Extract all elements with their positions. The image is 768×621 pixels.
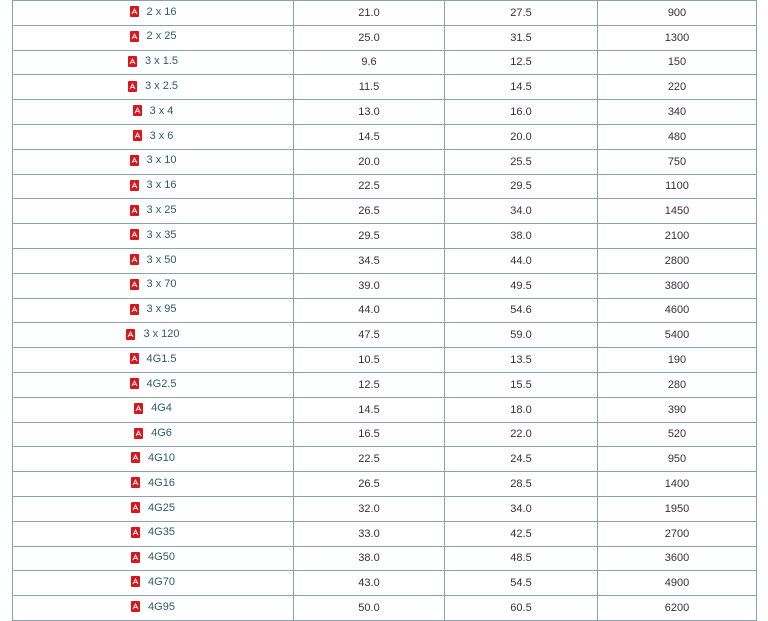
value-cell-1: 34.5 [294,248,445,273]
datasheet-link[interactable] [128,55,178,67]
value-cell-1: 22.5 [294,447,445,472]
table-row [13,75,757,100]
value-cell-3: 1450 [598,199,757,224]
table-body [13,1,757,621]
pdf-icon [130,180,139,191]
value-cell-3: 4600 [598,298,757,323]
table-row [13,348,757,373]
value-cell-2: 54.5 [445,571,598,596]
table-row [13,1,757,26]
datasheet-link[interactable] [130,378,177,390]
value-cell-2: 16.0 [445,100,598,125]
value-cell-3: 1300 [598,25,757,50]
table-row [13,472,757,497]
name-cell [13,496,294,521]
value-cell-1: 38.0 [294,546,445,571]
pdf-icon [131,552,140,563]
pdf-icon [130,279,139,290]
value-cell-1: 16.5 [294,422,445,447]
cable-size-label: 3 x 4 [149,104,174,117]
pdf-icon [130,254,139,265]
name-cell [13,298,294,323]
datasheet-link[interactable] [134,427,172,439]
datasheet-link[interactable] [130,229,177,241]
value-cell-2: 28.5 [445,472,598,497]
table-row [13,273,757,298]
datasheet-link[interactable] [131,452,175,464]
value-cell-3: 750 [598,149,757,174]
value-cell-2: 29.5 [445,174,598,199]
name-cell [13,422,294,447]
value-cell-2: 20.0 [445,124,598,149]
table-row [13,100,757,125]
value-cell-3: 280 [598,372,757,397]
name-cell [13,100,294,125]
value-cell-2: 48.5 [445,546,598,571]
pdf-icon [126,329,135,340]
datasheet-link[interactable] [130,179,177,191]
value-cell-3: 2800 [598,248,757,273]
table-row [13,25,757,50]
pdf-icon [131,527,140,538]
value-cell-3: 520 [598,422,757,447]
datasheet-link[interactable] [130,278,177,290]
name-cell [13,75,294,100]
product-spec-table [12,0,757,621]
value-cell-3: 900 [598,1,757,26]
cable-size-label: 3 x 50 [146,253,177,266]
table-row [13,596,757,621]
value-cell-2: 13.5 [445,348,598,373]
datasheet-link[interactable] [131,502,175,514]
name-cell [13,50,294,75]
name-cell [13,348,294,373]
value-cell-2: 38.0 [445,224,598,249]
value-cell-3: 4900 [598,571,757,596]
value-cell-2: 24.5 [445,447,598,472]
product-table-container [12,0,754,621]
value-cell-3: 220 [598,75,757,100]
datasheet-link[interactable] [131,601,175,613]
pdf-icon [131,452,140,463]
table-row [13,521,757,546]
value-cell-1: 12.5 [294,372,445,397]
value-cell-3: 2700 [598,521,757,546]
value-cell-1: 39.0 [294,273,445,298]
table-row [13,372,757,397]
pdf-icon [130,304,139,315]
cable-size-label: 2 x 25 [146,30,177,43]
table-row [13,224,757,249]
table-row [13,174,757,199]
value-cell-1: 14.5 [294,397,445,422]
pdf-icon [130,229,139,240]
value-cell-1: 26.5 [294,472,445,497]
value-cell-2: 49.5 [445,273,598,298]
value-cell-3: 5400 [598,323,757,348]
pdf-icon [134,403,143,414]
cable-size-label: 4G70 [148,575,175,588]
datasheet-link[interactable] [133,130,174,142]
table-row [13,323,757,348]
name-cell [13,546,294,571]
cable-size-label: 4G1.5 [146,352,177,365]
cable-size-label: 4G25 [148,501,175,514]
pdf-icon [133,130,142,141]
cable-size-label: 3 x 1.5 [144,55,179,68]
pdf-icon [133,105,142,116]
table-row [13,422,757,447]
value-cell-2: 54.6 [445,298,598,323]
datasheet-link[interactable] [130,353,177,365]
datasheet-link[interactable] [130,254,177,266]
value-cell-2: 15.5 [445,372,598,397]
pdf-icon [130,205,139,216]
value-cell-1: 32.0 [294,496,445,521]
value-cell-3: 3800 [598,273,757,298]
name-cell [13,124,294,149]
datasheet-link[interactable] [130,154,177,166]
table-row [13,447,757,472]
value-cell-2: 34.0 [445,199,598,224]
name-cell [13,199,294,224]
value-cell-3: 190 [598,348,757,373]
name-cell [13,248,294,273]
value-cell-1: 29.5 [294,224,445,249]
table-row [13,546,757,571]
value-cell-1: 43.0 [294,571,445,596]
name-cell [13,596,294,621]
datasheet-link[interactable] [131,477,175,489]
datasheet-link[interactable] [126,328,179,340]
value-cell-1: 50.0 [294,596,445,621]
cable-size-label: 3 x 16 [146,179,177,192]
pdf-icon [130,378,139,389]
pdf-icon [128,81,137,92]
cable-size-label: 4G35 [148,526,175,539]
table-row [13,298,757,323]
pdf-icon [131,477,140,488]
pdf-icon [130,353,139,364]
value-cell-1: 13.0 [294,100,445,125]
datasheet-link[interactable] [131,551,175,563]
pdf-icon [130,31,139,42]
datasheet-link[interactable] [130,30,177,42]
cable-size-label: 3 x 70 [146,278,177,291]
pdf-icon [130,6,139,17]
name-cell [13,323,294,348]
value-cell-2: 14.5 [445,75,598,100]
value-cell-3: 340 [598,100,757,125]
cable-size-label: 4G2.5 [146,377,177,390]
value-cell-3: 1950 [598,496,757,521]
datasheet-link[interactable] [128,80,178,92]
name-cell [13,1,294,26]
value-cell-3: 480 [598,124,757,149]
value-cell-1: 21.0 [294,1,445,26]
cable-size-label: 2 x 16 [146,5,177,18]
cable-size-label: 3 x 10 [146,154,177,167]
value-cell-2: 34.0 [445,496,598,521]
name-cell [13,25,294,50]
value-cell-2: 31.5 [445,25,598,50]
value-cell-2: 59.0 [445,323,598,348]
value-cell-1: 44.0 [294,298,445,323]
table-row [13,124,757,149]
cable-size-label: 4G10 [148,451,175,464]
value-cell-1: 26.5 [294,199,445,224]
datasheet-link[interactable] [130,303,177,315]
value-cell-2: 27.5 [445,1,598,26]
name-cell [13,521,294,546]
cable-size-label: 3 x 35 [146,228,177,241]
name-cell [13,447,294,472]
table-row [13,496,757,521]
value-cell-2: 44.0 [445,248,598,273]
cable-size-label: 4G95 [148,600,175,613]
pdf-icon [131,601,140,612]
value-cell-3: 150 [598,50,757,75]
cable-size-label: 3 x 2.5 [144,80,179,93]
value-cell-2: 12.5 [445,50,598,75]
name-cell [13,472,294,497]
value-cell-1: 33.0 [294,521,445,546]
value-cell-3: 3600 [598,546,757,571]
value-cell-1: 47.5 [294,323,445,348]
pdf-icon [128,56,137,67]
cable-size-label: 3 x 6 [149,129,174,142]
table-row [13,571,757,596]
name-cell [13,149,294,174]
cable-size-label: 4G6 [151,427,172,440]
value-cell-3: 390 [598,397,757,422]
name-cell [13,397,294,422]
table-row [13,50,757,75]
value-cell-1: 9.6 [294,50,445,75]
table-row [13,248,757,273]
value-cell-3: 1400 [598,472,757,497]
value-cell-3: 6200 [598,596,757,621]
value-cell-2: 60.5 [445,596,598,621]
value-cell-3: 2100 [598,224,757,249]
name-cell [13,273,294,298]
name-cell [13,224,294,249]
value-cell-3: 1100 [598,174,757,199]
datasheet-link[interactable] [130,204,177,216]
datasheet-link[interactable] [134,402,172,414]
value-cell-1: 10.5 [294,348,445,373]
value-cell-1: 11.5 [294,75,445,100]
name-cell [13,571,294,596]
cable-size-label: 4G16 [148,476,175,489]
name-cell [13,174,294,199]
name-cell [13,372,294,397]
pdf-icon [131,576,140,587]
table-row [13,199,757,224]
value-cell-2: 22.0 [445,422,598,447]
pdf-icon [130,155,139,166]
value-cell-3: 950 [598,447,757,472]
cable-size-label: 4G50 [148,551,175,564]
datasheet-link[interactable] [131,576,175,588]
cable-size-label: 3 x 25 [146,204,177,217]
datasheet-link[interactable] [130,6,177,18]
value-cell-1: 20.0 [294,149,445,174]
value-cell-1: 25.0 [294,25,445,50]
value-cell-2: 42.5 [445,521,598,546]
table-row [13,397,757,422]
value-cell-1: 14.5 [294,124,445,149]
datasheet-link[interactable] [131,526,175,538]
value-cell-2: 25.5 [445,149,598,174]
cable-size-label: 4G4 [151,402,172,415]
cable-size-label: 3 x 120 [143,328,180,340]
pdf-icon [131,502,140,513]
value-cell-1: 22.5 [294,174,445,199]
datasheet-link[interactable] [133,105,174,117]
value-cell-2: 18.0 [445,397,598,422]
table-row [13,149,757,174]
cable-size-label: 3 x 95 [146,303,177,316]
pdf-icon [134,428,143,439]
